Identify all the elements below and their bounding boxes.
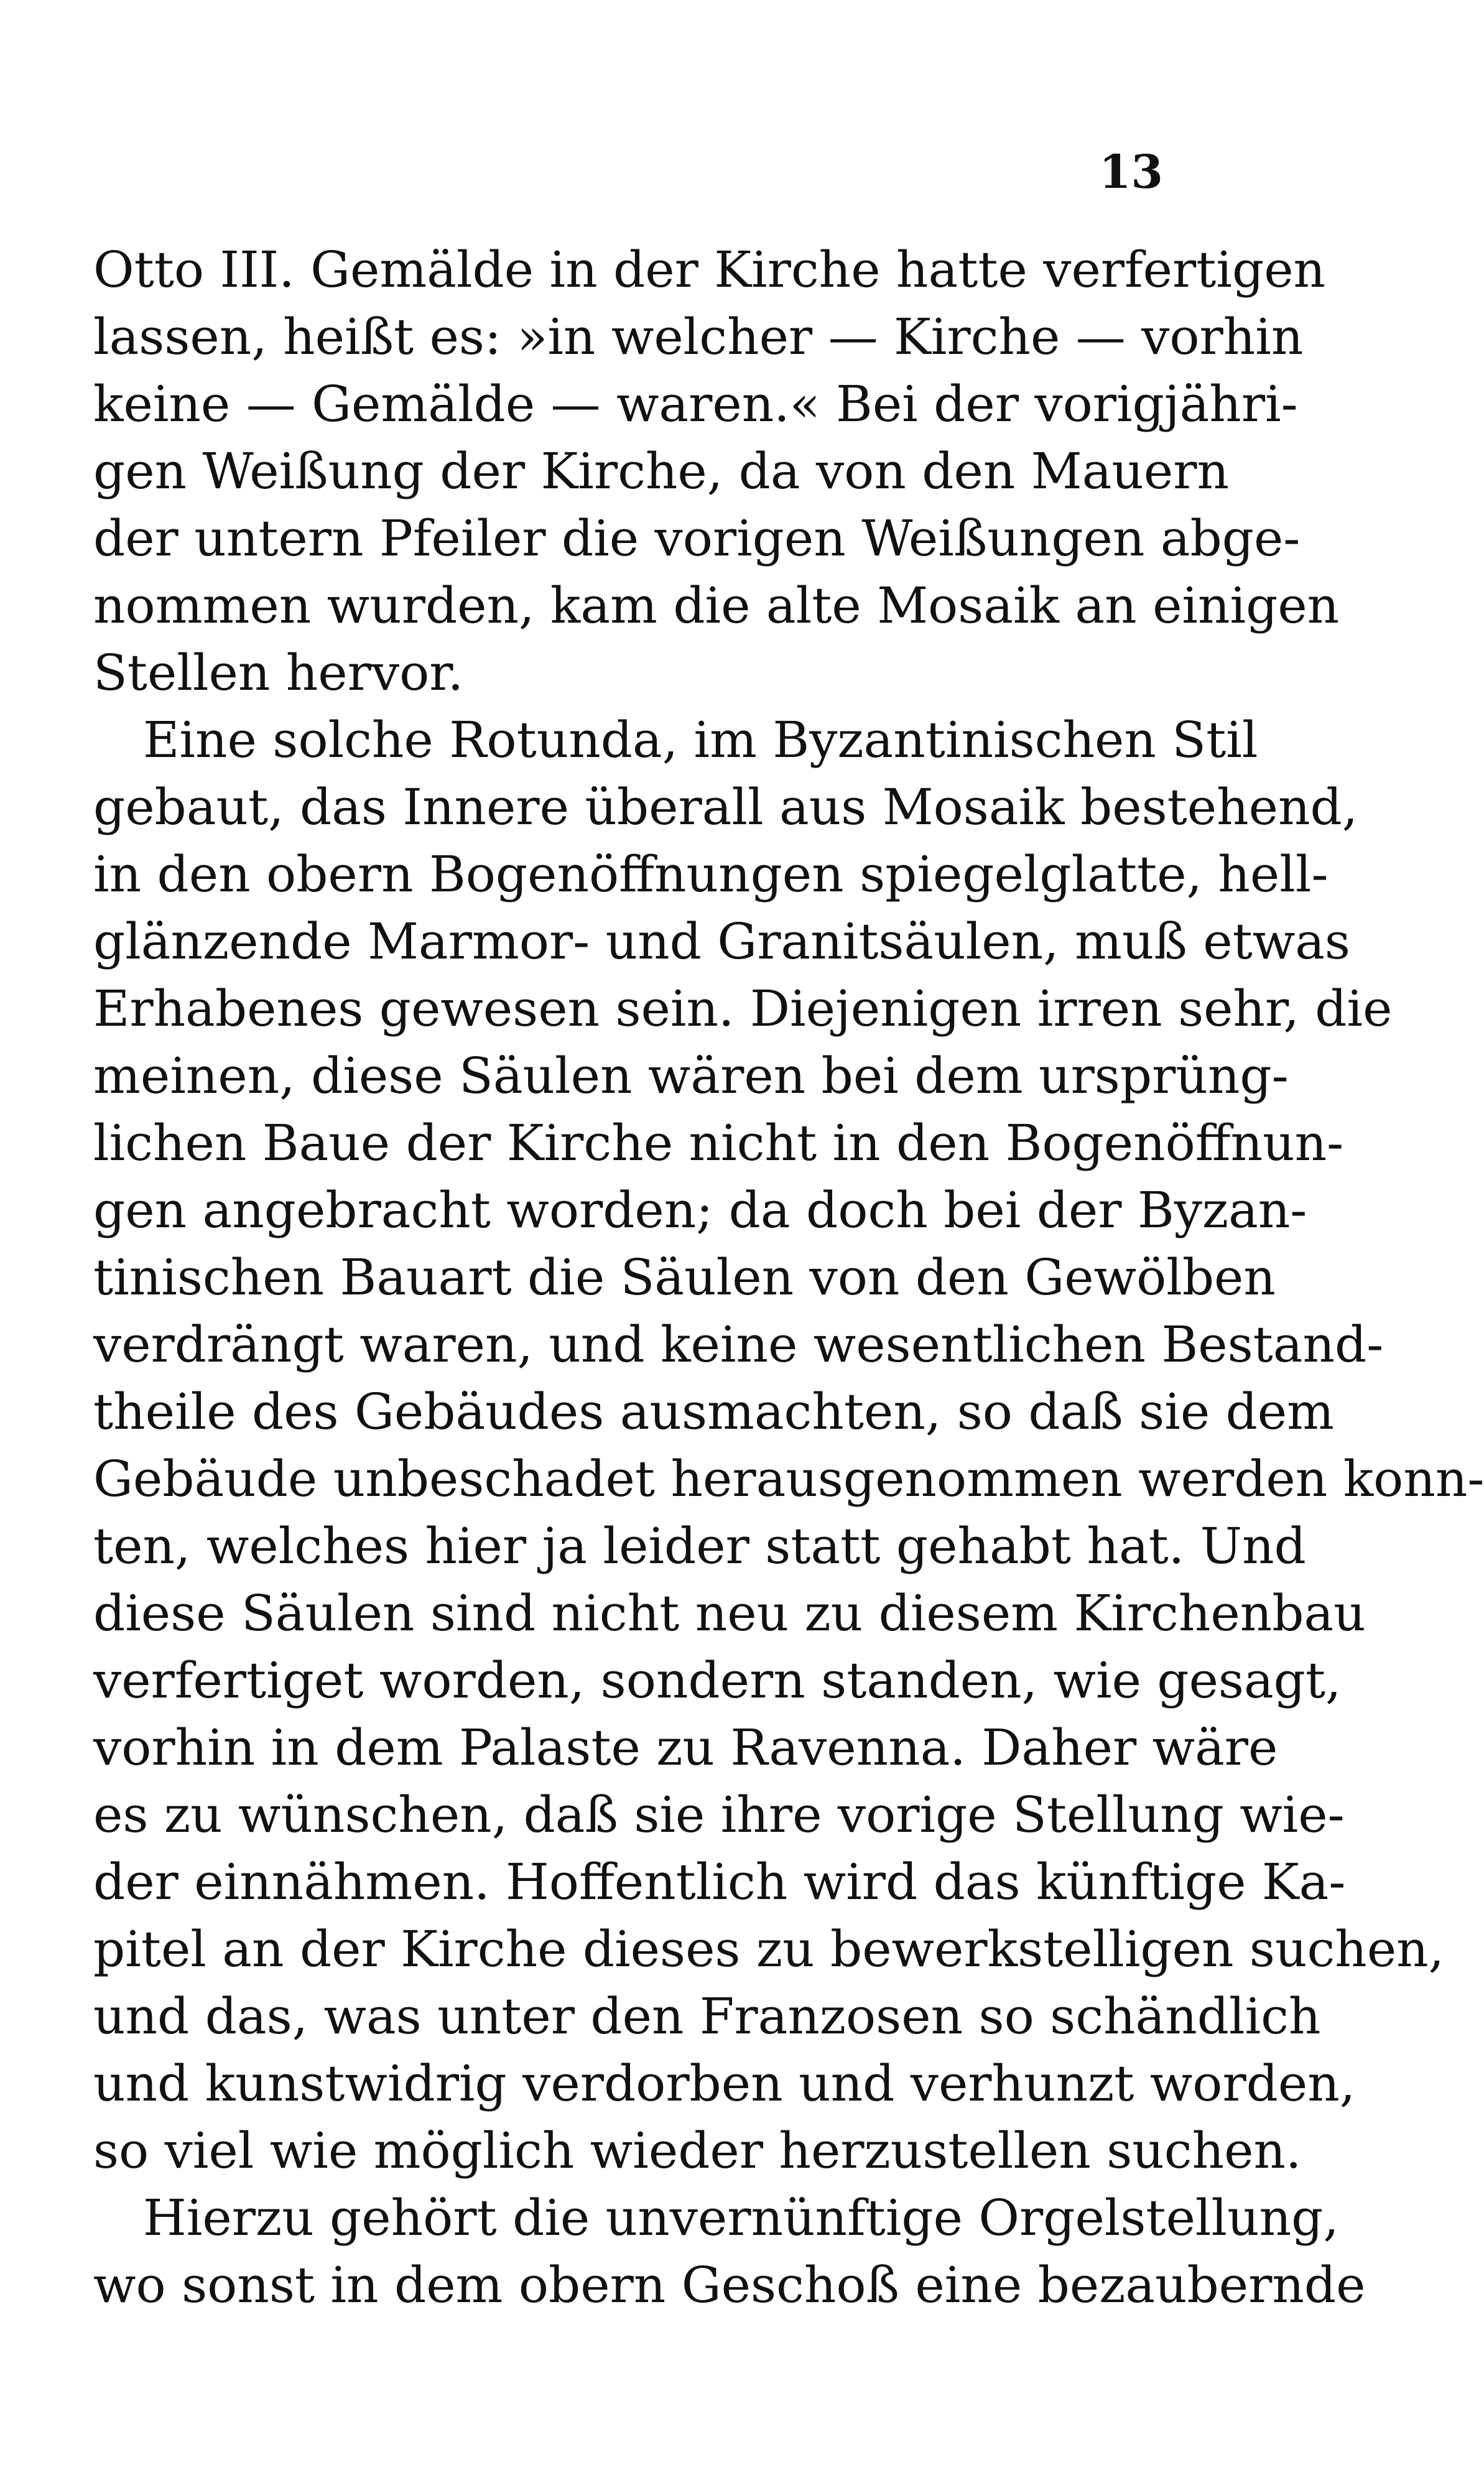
text-line: Erhabenes gewesen sein. Diejenigen irren sehr, die xyxy=(93,980,1393,1038)
text-line: vorhin in dem Palaste zu Ravenna. Daher wäre xyxy=(93,1719,1278,1776)
text-line: es zu wünschen, daß sie ihre vorige Stellung wie- xyxy=(93,1786,1345,1844)
body-text xyxy=(93,236,1484,2319)
text-line: so viel wie möglich wieder herzustellen suchen. xyxy=(93,2122,1302,2180)
text-line: tinischen Bauart die Säulen von den Gewölben xyxy=(93,1248,1276,1306)
text-line: wo sonst in dem obern Geschoß eine bezaubernde xyxy=(93,2256,1366,2314)
text-line: theile des Gebäudes ausmachten, so daß sie dem xyxy=(93,1383,1334,1441)
text-line: lassen, heißt es: »in welcher — Kirche — vorhin xyxy=(93,308,1304,366)
text-line: meinen, diese Säulen wären bei dem ursprüng- xyxy=(93,1047,1289,1105)
text-line: verdrängt waren, und keine wesentlichen Bestand- xyxy=(93,1316,1384,1373)
text-line: gebaut, das Innere überall aus Mosaik bestehend, xyxy=(93,778,1358,836)
text-line: und kunstwidrig verdorben und verhunzt worden, xyxy=(93,2055,1356,2112)
text-line: keine — Gemälde — waren.« Bei der vorigjähri- xyxy=(93,375,1298,433)
text-line: Stellen hervor. xyxy=(93,644,464,702)
text-line: verfertiget worden, sondern standen, wie gesagt, xyxy=(93,1651,1342,1709)
text-line: der einnähmen. Hoffentlich wird das künftige Ka- xyxy=(93,1853,1346,1911)
text-line: lichen Baue der Kirche nicht in den Bogenöffnun- xyxy=(93,1114,1344,1172)
text-line: Hierzu gehört die unvernünftige Orgelstellung, xyxy=(143,2189,1339,2247)
text-line: in den obern Bogenöffnungen spiegelglatte, hell- xyxy=(93,845,1329,903)
text-line: gen angebracht worden; da doch bei der Byzan- xyxy=(93,1181,1307,1239)
text-line: gen Weißung der Kirche, da von den Mauern xyxy=(93,442,1230,500)
text-line: Otto III. Gemälde in der Kirche hatte verfertigen xyxy=(93,241,1326,299)
text-line: ten, welches hier ja leider statt gehabt hat. Und xyxy=(93,1517,1306,1575)
text-line: pitel an der Kirche dieses zu bewerkstelligen suchen, xyxy=(93,1920,1445,1978)
text-line: nommen wurden, kam die alte Mosaik an einigen xyxy=(93,577,1340,634)
text-line: und das, was unter den Franzosen so schändlich xyxy=(93,1987,1321,2045)
text-line: Gebäude unbeschadet herausgenommen werden konn- xyxy=(93,1450,1484,1508)
page-number: 13 xyxy=(1099,146,1163,199)
text-line: der untern Pfeiler die vorigen Weißungen abge- xyxy=(93,509,1301,567)
text-line: diese Säulen sind nicht neu zu diesem Kirchenbau xyxy=(93,1584,1366,1642)
text-line: Eine solche Rotunda, im Byzantinischen Stil xyxy=(143,711,1258,769)
text-line: glänzende Marmor- und Granitsäulen, muß etwas xyxy=(93,913,1350,970)
